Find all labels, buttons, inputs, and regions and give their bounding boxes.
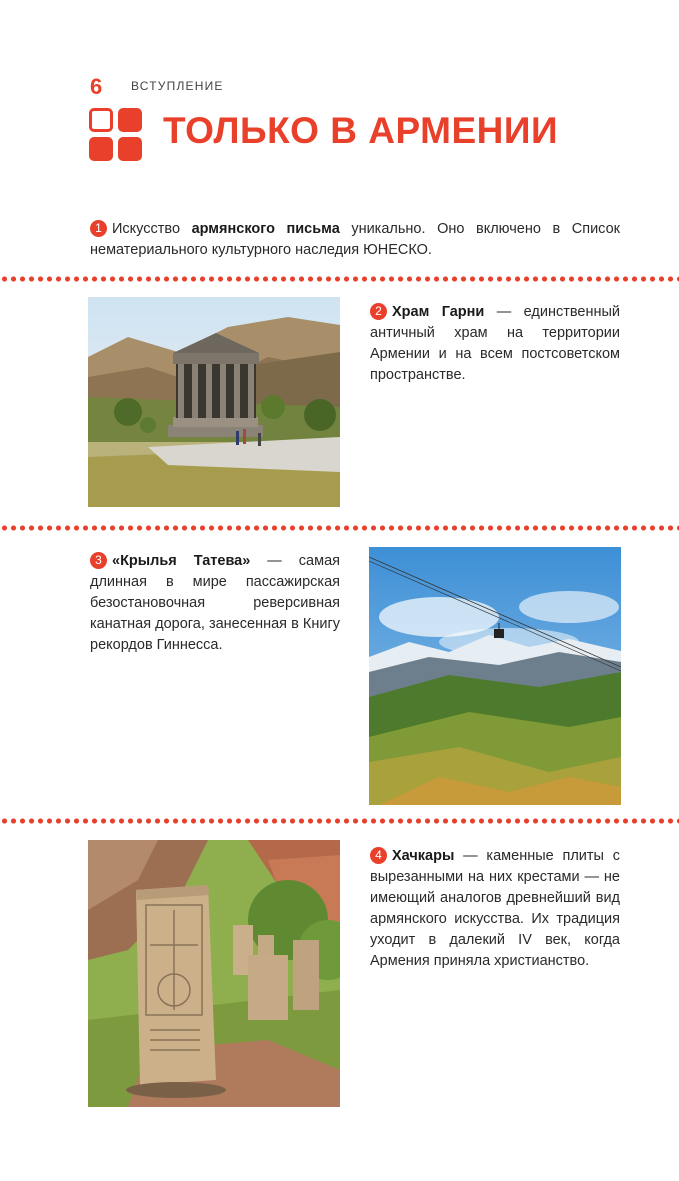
item-3-text: 3 «Крылья Татева» — самая длинная в мире пассажирская безостановочная реверсивная канатная дорога, занесенная в Книгу рекордов Гиннесса. <box>90 553 340 653</box>
item-2-highlight: Храм Гарни <box>392 304 485 320</box>
page-title: ТОЛЬКО В АРМЕНИИ <box>163 110 559 151</box>
dotted-divider <box>0 818 679 824</box>
dotted-divider <box>0 276 679 282</box>
page-number: 6 <box>90 74 103 99</box>
item-1-text: 1 Искусство армянского письма уникально. Оно включено в Список нематериального культурного наследия ЮНЕСКО. <box>90 221 620 258</box>
item-2-number: 2 <box>370 303 387 320</box>
item-1-highlight: армянского письма <box>191 221 340 237</box>
garni-temple-photo <box>88 297 340 507</box>
item-3-highlight: «Крылья Татева» <box>112 553 251 569</box>
wings-of-tatev-photo <box>369 547 621 805</box>
khachkars-photo <box>88 840 340 1107</box>
item-3-number: 3 <box>90 552 107 569</box>
item-4-highlight: Хачкары <box>392 848 455 864</box>
grid-logo-icon <box>89 108 143 162</box>
dotted-divider <box>0 525 679 531</box>
item-1-number: 1 <box>90 220 107 237</box>
item-2-text: 2 Храм Гарни — единственный античный храм на территории Армении и на всем постсоветском пространстве. <box>370 304 620 383</box>
item-4-number: 4 <box>370 847 387 864</box>
item-4-text: 4 Хачкары — каменные плиты с вырезанными на них крестами — не имеющий аналогов древнейший вид армянского искусства. Их традиция уходит в далекий IV век, когда Армения приняла христианство. <box>370 848 620 969</box>
section-label: ВСТУПЛЕНИЕ <box>131 79 224 93</box>
